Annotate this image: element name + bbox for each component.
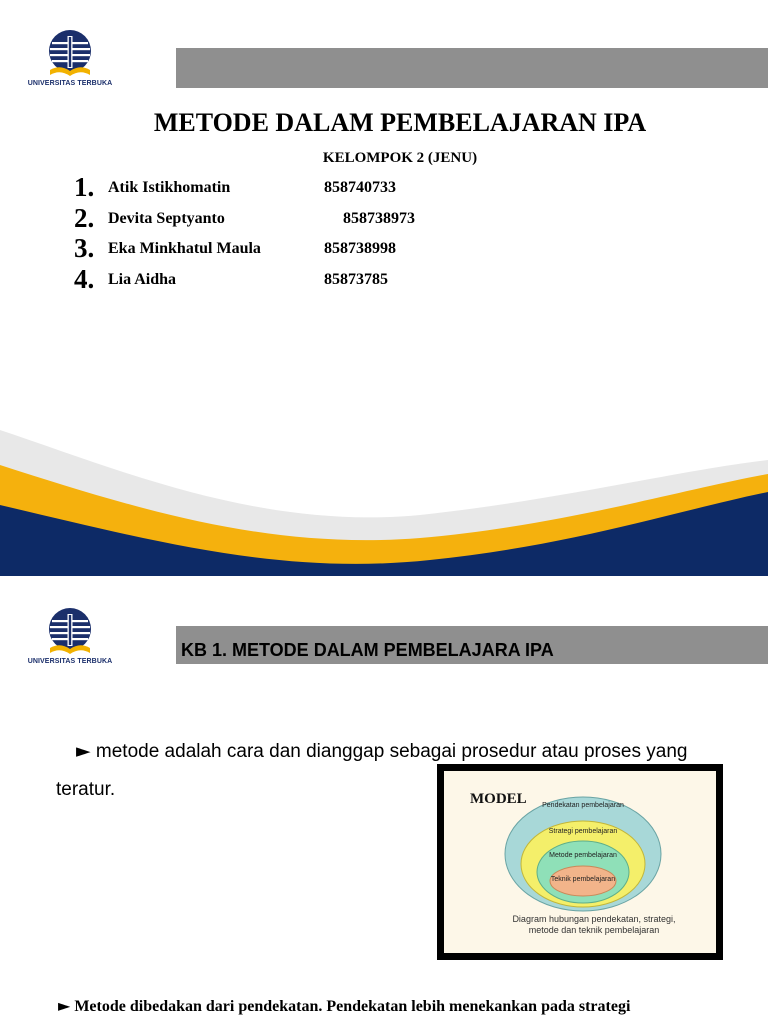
- member-row: [74, 233, 574, 263]
- definition-text: metode adalah cara dan dianggap sebagai prosedur atau proses yang teratur.: [56, 741, 688, 800]
- bullet-arrow-icon: ►: [58, 996, 71, 1015]
- diagram-caption: Diagram hubungan pendekatan, strategi, metode dan teknik pembelajaran: [512, 914, 676, 935]
- model-diagram: [437, 764, 723, 960]
- university-logo: [20, 28, 120, 98]
- member-number: 4.: [74, 264, 95, 294]
- layer-label-metode: Metode pembelajaran: [549, 852, 617, 859]
- member-nim: 85873785: [324, 271, 388, 288]
- content-slide: [0, 576, 768, 1024]
- member-name: Lia Aidha: [108, 271, 177, 288]
- comparison-paragraph: [58, 996, 758, 1016]
- member-name: Devita Septyanto: [108, 210, 225, 227]
- diagram-label: MODEL: [470, 791, 527, 807]
- member-row: [74, 203, 574, 233]
- member-nim: 858740733: [324, 179, 396, 196]
- member-nim: 858738998: [324, 240, 396, 257]
- slide-subtitle: KELOMPOK 2 (JENU): [322, 150, 478, 166]
- member-row: [74, 172, 574, 202]
- header-bar: [176, 48, 768, 88]
- layer-label-teknik: Teknik pembelajaran: [550, 876, 616, 883]
- member-nim: 858738973: [343, 210, 415, 227]
- member-number: 2.: [74, 203, 95, 233]
- member-name: Atik Istikhomatin: [108, 179, 231, 196]
- university-name: UNIVERSITAS TERBUKA: [27, 80, 113, 87]
- bullet-arrow-icon: ►: [76, 740, 91, 762]
- university-logo: [20, 606, 120, 676]
- diagram-canvas: [444, 771, 716, 953]
- university-emblem-icon: [40, 28, 100, 82]
- university-emblem-icon: [40, 606, 100, 660]
- university-name: UNIVERSITAS TERBUKA: [27, 658, 113, 665]
- layer-label-strategi: Strategi pembelajaran: [548, 828, 618, 835]
- member-number: 3.: [74, 233, 95, 263]
- comparison-text: Metode dibedakan dari pendekatan. Pendekatan lebih menekankan pada strategi: [74, 998, 631, 1015]
- member-row: [74, 264, 574, 294]
- decorative-wave: [0, 400, 768, 576]
- slide-heading: KB 1. METODE DALAM PEMBELAJARA IPA: [181, 640, 554, 660]
- layer-label-pendekatan: Pendekatan pembelajaran: [542, 802, 624, 809]
- member-name: Eka Minkhatul Maula: [108, 240, 261, 257]
- slide-title: METODE DALAM PEMBELAJARAN IPA: [153, 108, 647, 137]
- member-number: 1.: [74, 172, 95, 202]
